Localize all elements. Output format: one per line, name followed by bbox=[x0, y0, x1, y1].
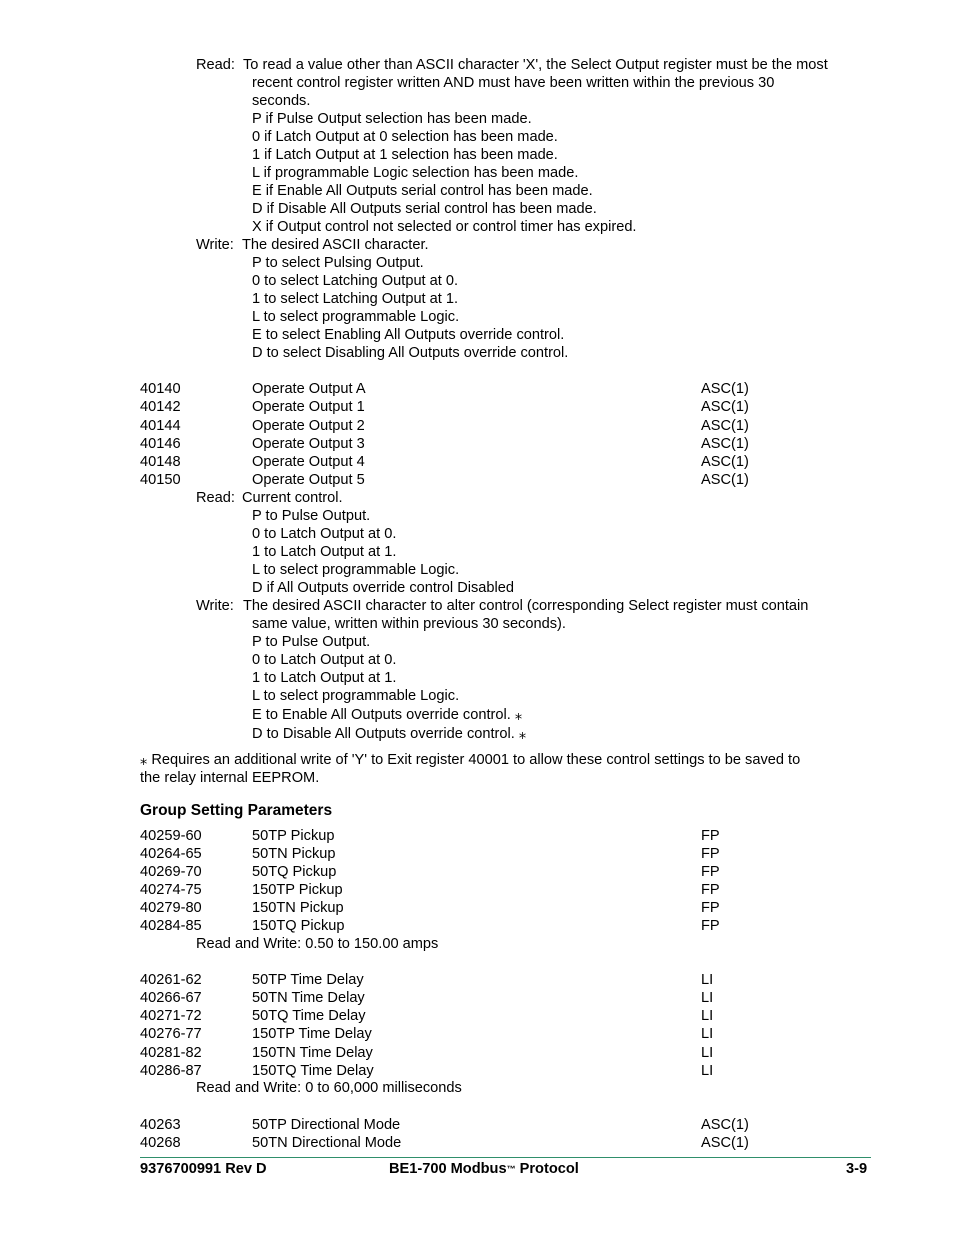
select-read-item: D if Disable All Outputs serial control has been made. bbox=[252, 201, 597, 217]
register-number: 40263 bbox=[140, 1117, 181, 1133]
select-write-text: The desired ASCII character. bbox=[242, 237, 429, 253]
pickup-range-note: Read and Write: 0.50 to 150.00 amps bbox=[196, 936, 439, 952]
register-number: 40276-77 bbox=[140, 1026, 202, 1042]
select-write-item: L to select programmable Logic. bbox=[252, 309, 460, 325]
select-read-item: E if Enable All Outputs serial control has been made. bbox=[252, 183, 593, 199]
register-number: 40140 bbox=[140, 381, 181, 397]
operate-read-item: 1 to Latch Output at 1. bbox=[252, 544, 397, 560]
register-type: ASC(1) bbox=[701, 454, 749, 470]
footer-divider bbox=[140, 1157, 871, 1158]
operate-write-label: Write: bbox=[196, 598, 234, 614]
select-read-item: 1 if Latch Output at 1 selection has been made. bbox=[252, 147, 558, 163]
select-read-label: Read: bbox=[196, 57, 235, 73]
register-type: LI bbox=[701, 1026, 714, 1042]
register-number: 40281-82 bbox=[140, 1045, 202, 1061]
register-number: 40286-87 bbox=[140, 1063, 202, 1079]
select-write-item: 0 to select Latching Output at 0. bbox=[252, 273, 459, 289]
register-type: ASC(1) bbox=[701, 1117, 749, 1133]
register-name: Operate Output 3 bbox=[252, 436, 365, 452]
register-number: 40271-72 bbox=[140, 1008, 202, 1024]
operate-read-item: D if All Outputs override control Disabled bbox=[252, 580, 514, 596]
section-heading: Group Setting Parameters bbox=[140, 802, 333, 819]
operate-write-item: 1 to Latch Output at 1. bbox=[252, 670, 397, 686]
operate-read-label: Read: bbox=[196, 490, 235, 506]
select-write-item: P to select Pulsing Output. bbox=[252, 255, 424, 271]
register-name: Operate Output 1 bbox=[252, 399, 365, 415]
register-name: 50TN Directional Mode bbox=[252, 1135, 402, 1151]
register-type: FP bbox=[701, 846, 720, 862]
select-read-item: P if Pulse Output selection has been made. bbox=[252, 111, 532, 127]
register-number: 40279-80 bbox=[140, 900, 202, 916]
select-write-label: Write: bbox=[196, 237, 234, 253]
eeprom-note: ⁎ Requires an additional write of 'Y' to Exit register 40001 to allow these control settings to be saved to bbox=[140, 752, 801, 768]
register-type: FP bbox=[701, 864, 720, 880]
register-name: Operate Output 2 bbox=[252, 418, 365, 434]
register-number: 40284-85 bbox=[140, 918, 202, 934]
operate-write-item: L to select programmable Logic. bbox=[252, 688, 460, 704]
register-name: 50TN Pickup bbox=[252, 846, 336, 862]
operate-write-item: P to Pulse Output. bbox=[252, 634, 371, 650]
eeprom-note-cont: the relay internal EEPROM. bbox=[140, 770, 320, 786]
register-number: 40261-62 bbox=[140, 972, 202, 988]
register-name: 150TQ Time Delay bbox=[252, 1063, 374, 1079]
register-name: 50TP Directional Mode bbox=[252, 1117, 401, 1133]
register-number: 40266-67 bbox=[140, 990, 202, 1006]
register-type: LI bbox=[701, 1063, 714, 1079]
register-number: 40150 bbox=[140, 472, 181, 488]
operate-read-text: Current control. bbox=[242, 490, 343, 506]
select-read-item: 0 if Latch Output at 0 selection has been made. bbox=[252, 129, 558, 145]
register-number: 40144 bbox=[140, 418, 181, 434]
register-name: 50TP Time Delay bbox=[252, 972, 364, 988]
register-type: FP bbox=[701, 882, 720, 898]
register-type: FP bbox=[701, 900, 720, 916]
select-read-item: X if Output control not selected or control timer has expired. bbox=[252, 219, 637, 235]
register-name: 50TN Time Delay bbox=[252, 990, 365, 1006]
select-read-item: L if programmable Logic selection has been made. bbox=[252, 165, 579, 181]
delay-range-note: Read and Write: 0 to 60,000 milliseconds bbox=[196, 1080, 462, 1096]
register-name: 50TP Pickup bbox=[252, 828, 335, 844]
register-number: 40259-60 bbox=[140, 828, 202, 844]
register-type: LI bbox=[701, 1045, 714, 1061]
select-read-line3: seconds. bbox=[252, 93, 311, 109]
operate-write-item: 0 to Latch Output at 0. bbox=[252, 652, 397, 668]
register-name: 50TQ Pickup bbox=[252, 864, 337, 880]
register-type: ASC(1) bbox=[701, 418, 749, 434]
footer-title-text: BE1-700 Modbus bbox=[389, 1161, 507, 1177]
register-name: Operate Output 5 bbox=[252, 472, 365, 488]
operate-write-item: D to Disable All Outputs override control. ⁎ bbox=[252, 726, 527, 742]
register-type: ASC(1) bbox=[701, 399, 749, 415]
register-type: ASC(1) bbox=[701, 436, 749, 452]
register-number: 40264-65 bbox=[140, 846, 202, 862]
select-read-line1: To read a value other than ASCII character 'X', the Select Output register must be the most bbox=[243, 57, 828, 73]
register-name: 150TN Time Delay bbox=[252, 1045, 373, 1061]
register-type: FP bbox=[701, 828, 720, 844]
register-name: 150TP Pickup bbox=[252, 882, 343, 898]
register-name: Operate Output 4 bbox=[252, 454, 365, 470]
register-name: 150TQ Pickup bbox=[252, 918, 345, 934]
register-type: LI bbox=[701, 972, 714, 988]
select-read-line2: recent control register written AND must have been written within the previous 30 bbox=[252, 75, 775, 91]
operate-read-item: L to select programmable Logic. bbox=[252, 562, 460, 578]
register-number: 40148 bbox=[140, 454, 181, 470]
select-write-item: 1 to select Latching Output at 1. bbox=[252, 291, 459, 307]
register-name: 50TQ Time Delay bbox=[252, 1008, 366, 1024]
register-number: 40146 bbox=[140, 436, 181, 452]
register-number: 40274-75 bbox=[140, 882, 202, 898]
footer-title-suffix: Protocol bbox=[515, 1161, 579, 1177]
register-name: Operate Output A bbox=[252, 381, 366, 397]
trademark-symbol: ™ bbox=[506, 1164, 516, 1174]
register-type: ASC(1) bbox=[701, 381, 749, 397]
register-number: 40268 bbox=[140, 1135, 181, 1151]
operate-read-item: P to Pulse Output. bbox=[252, 508, 371, 524]
operate-write-text-cont: same value, written within previous 30 seconds). bbox=[252, 616, 566, 632]
register-type: LI bbox=[701, 1008, 714, 1024]
select-write-item: D to select Disabling All Outputs override control. bbox=[252, 345, 569, 361]
register-type: LI bbox=[701, 990, 714, 1006]
register-number: 40269-70 bbox=[140, 864, 202, 880]
operate-write-text: The desired ASCII character to alter control (corresponding Select register must contain bbox=[243, 598, 809, 614]
register-number: 40142 bbox=[140, 399, 181, 415]
register-type: FP bbox=[701, 918, 720, 934]
operate-write-item: E to Enable All Outputs override control. ⁎ bbox=[252, 707, 523, 723]
register-type: ASC(1) bbox=[701, 472, 749, 488]
footer-page-number: 3-9 bbox=[846, 1161, 868, 1177]
footer-doc-number: 9376700991 Rev D bbox=[140, 1161, 267, 1177]
register-type: ASC(1) bbox=[701, 1135, 749, 1151]
register-name: 150TP Time Delay bbox=[252, 1026, 372, 1042]
select-write-item: E to select Enabling All Outputs override control. bbox=[252, 327, 565, 343]
operate-read-item: 0 to Latch Output at 0. bbox=[252, 526, 397, 542]
register-name: 150TN Pickup bbox=[252, 900, 344, 916]
footer-title bbox=[389, 1160, 579, 1178]
